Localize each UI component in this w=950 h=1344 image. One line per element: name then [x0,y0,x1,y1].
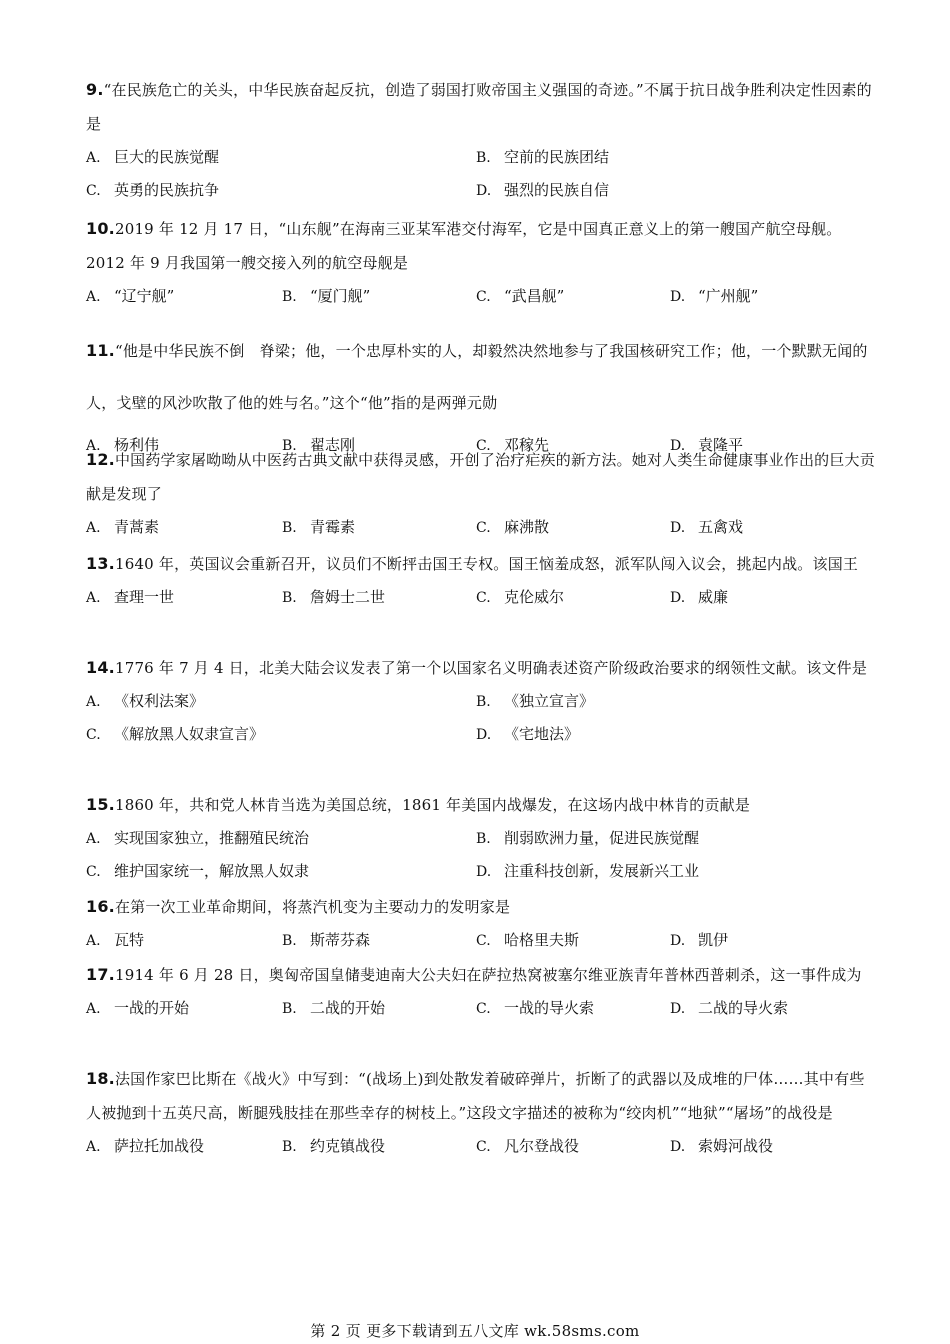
options-group [86,992,876,1025]
question-stem [86,212,876,280]
option-a[interactable]: A. 瓦特 [86,931,145,949]
question-16 [86,890,876,957]
options-group [86,924,876,957]
option-c[interactable]: C. 邓稼先 [476,436,550,454]
option-c[interactable]: C. “武昌舰” [476,287,565,305]
question-text: 1914 年 6 月 28 日，奥匈帝国皇储斐迪南大公夫妇在萨拉热窝被塞尔维亚族青年普林西普刺杀，这一事件成为 [114,966,862,984]
option-c[interactable]: C. 哈格里夫斯 [476,931,580,949]
question-number: 10. [86,219,115,238]
question-number: 14. [86,658,115,677]
option-c[interactable]: C. 凡尔登战役 [476,1137,580,1155]
question-13 [86,547,876,614]
option-b[interactable]: B. 二战的开始 [282,999,386,1017]
page-footer: 第 2 页 更多下载请到五八文库 wk.58sms.com [310,1322,640,1340]
option-d[interactable]: D. 五禽戏 [670,518,744,536]
option-d[interactable]: D. “广州舰” [670,287,759,305]
option-c[interactable]: C. 英勇的民族抗争 [86,181,220,199]
question-number: 12. [86,450,115,469]
question-text: 法国作家巴比斯在《战火》中写到：“(战场上)到处散发着破碎弹片，折断了的武器以及成堆的尸体……其中有些人被抛到十五英尺高，断腿残肢挂在那些幸存的树枝上。”这段文字描述的被称为“绞肉机”“地狱”“屠场”的战役是 [86,1070,865,1122]
option-a[interactable]: A. 一战的开始 [86,999,190,1017]
option-d[interactable]: D. 注重科技创新，发展新兴工业 [476,862,700,880]
question-stem [86,890,876,924]
question-18 [86,1062,876,1163]
option-b[interactable]: B. 青霉素 [282,518,356,536]
option-d[interactable]: D. 袁隆平 [670,436,744,454]
option-c[interactable]: C. 麻沸散 [476,518,550,536]
option-b[interactable]: B. 詹姆士二世 [282,588,386,606]
option-c[interactable]: C. 《解放黑人奴隶宣言》 [86,725,265,743]
question-number: 18. [86,1069,115,1088]
question-number: 16. [86,897,115,916]
question-stem [86,651,876,685]
question-text: 1776 年 7 月 4 日，北美大陆会议发表了第一个以国家名义明确表述资产阶级政治要求的纲领性文献。该文件是 [114,659,868,677]
question-11 [86,325,876,462]
question-text: 1860 年，共和党人林肯当选为美国总统，1861 年美国内战爆发，在这场内战中林肯的贡献是 [114,796,751,814]
question-15 [86,788,876,888]
question-number: 15. [86,795,115,814]
option-b[interactable]: B. 翟志刚 [282,436,356,454]
option-a[interactable]: A. 巨大的民族觉醒 [86,148,220,166]
option-c[interactable]: C. 一战的导火索 [476,999,595,1017]
option-d[interactable]: D. 《宅地法》 [476,725,580,743]
question-number: 17. [86,965,115,984]
option-a[interactable]: A. 实现国家独立，推翻殖民统治 [86,829,310,847]
question-text: 2019 年 12 月 17 日，“山东舰”在海南三亚某军港交付海军，它是中国真正意义上的第一艘国产航空母舰。2012 年 9 月我国第一艘交接入列的航空母舰是 [86,220,842,272]
options-group [86,280,876,313]
question-14 [86,651,876,751]
option-a[interactable]: A. “辽宁舰” [86,287,175,305]
question-stem [86,788,876,822]
question-number: 13. [86,554,115,573]
question-number: 9. [86,80,104,99]
question-12 [86,443,876,544]
options-group [86,581,876,614]
option-a[interactable]: A. 杨利伟 [86,436,160,454]
question-10 [86,212,876,313]
option-a[interactable]: A. 萨拉托加战役 [86,1137,205,1155]
options-group [86,1130,876,1163]
question-text: “在民族危亡的关头，中华民族奋起反抗，创造了弱国打败帝国主义强国的奇迹。”不属于抗日战争胜利决定性因素的是 [86,81,872,133]
option-b[interactable]: B. 削弱欧洲力量，促进民族觉醒 [476,829,700,847]
option-d[interactable]: D. 索姆河战役 [670,1137,774,1155]
options-group [86,822,876,888]
question-stem [86,547,876,581]
option-d[interactable]: D. 二战的导火索 [670,999,789,1017]
option-b[interactable]: B. “厦门舰” [282,287,371,305]
option-c[interactable]: C. 克伦威尔 [476,588,565,606]
option-d[interactable]: D. 凯伊 [670,931,729,949]
option-a[interactable]: A. 《权利法案》 [86,692,205,710]
options-group [86,141,876,207]
question-17 [86,958,876,1025]
options-group [86,511,876,544]
option-b[interactable]: B. 空前的民族团结 [476,148,610,166]
question-text: 在第一次工业革命期间，将蒸汽机变为主要动力的发明家是 [114,898,511,916]
option-b[interactable]: B. 斯蒂芬森 [282,931,371,949]
option-b[interactable]: B. 《独立宣言》 [476,692,595,710]
question-text: 中国药学家屠呦呦从中医药古典文献中获得灵感，开创了治疗疟疾的新方法。她对人类生命健康事业作出的巨大贡献是发现了 [86,451,875,503]
option-a[interactable]: A. 查理一世 [86,588,175,606]
question-text: 1640 年，英国议会重新召开，议员们不断抨击国王专权。国王恼羞成怒，派军队闯入议会，挑起内战。该国王 [114,555,859,573]
question-number: 11. [86,341,115,360]
option-b[interactable]: B. 约克镇战役 [282,1137,386,1155]
question-text: “他是中华民族不倒 脊梁；他，一个忠厚朴实的人，却毅然决然地参与了我国核研究工作；他，一个默默无闻的人，戈壁的风沙吹散了他的姓与名。”这个“他”指的是两弹元勋 [86,342,868,412]
question-9 [86,73,876,207]
question-stem [86,443,876,511]
question-stem [86,73,876,141]
option-c[interactable]: C. 维护国家统一，解放黑人奴隶 [86,862,310,880]
option-a[interactable]: A. 青蒿素 [86,518,160,536]
option-d[interactable]: D. 强烈的民族自信 [476,181,610,199]
options-group [86,685,876,751]
question-stem [86,325,876,429]
question-stem [86,958,876,992]
option-d[interactable]: D. 威廉 [670,588,729,606]
question-stem [86,1062,876,1130]
